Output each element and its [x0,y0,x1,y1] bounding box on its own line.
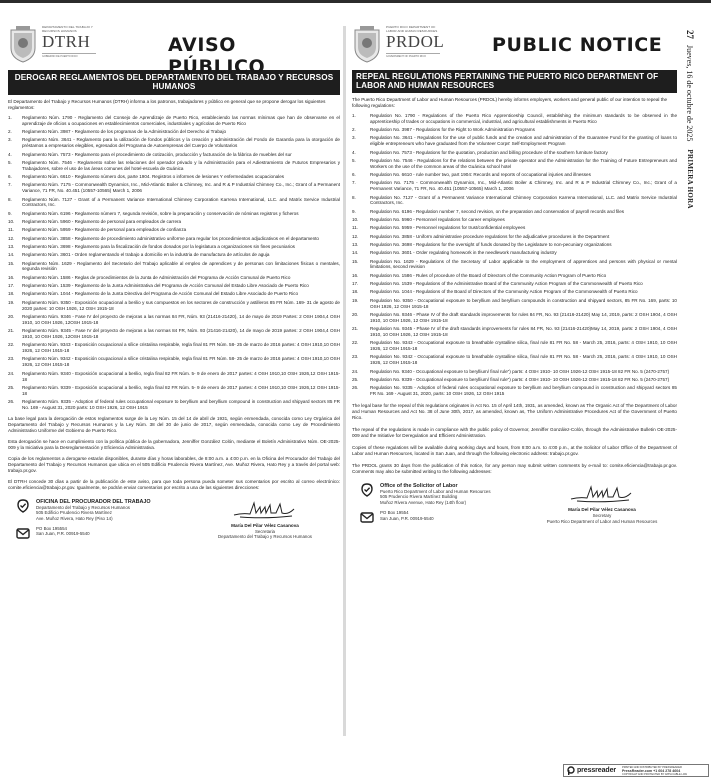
english-legal-basis: The legal base for the repeal of this regulations originates in Act No. 15 of April 14th, 1931, as amended, known as The Organic Act of The Department of Labor and Human Resources and Act No. 38 of June 30th, 2017, as amended, known as, The Uniform Administrative Procedures Act of the Government of Puerto Rico. [352,403,677,421]
spanish-contact [16,499,151,545]
list-item: 22. Reglamento Núm. 9343 - Exposición ocupacional a sílice cristalina respirable, regla final 81 FR Núm. 58- 25 de marzo de 2016 partes: 4 OSH 1910,10 OSH 1926, 12 OSH 1915-18 [8,342,340,354]
english-regulation-list [352,113,677,397]
dtrh-logo: DEPARTAMENTO DEL TRABAJO Y RECURSOS HUMANOS DTRH GOBIERNO DE PUERTO RICO [8,24,96,64]
spanish-footer [8,499,340,569]
list-item: 5. Reglamento Núm. 7546 - Reglamento sobre las relaciones del operador privado y la Administración para el Adiestramiento de Futuros Empresarios y Trabajadores, sobre el uso de las áreas comunes del hotel-escuela de Guánica [8,159,340,171]
office-address: Office of the Solicitor of Labor Puerto Rico Department of Labor and Human Resources 505 Prudencio Rivera Martínez Building Muñoz Rivera Avenue, Hato Rey (14th floor) [360,483,491,505]
list-item: 18. Reglamento Núm. 1044 - Reglamento de la Junta Directiva del Programa de Acción Comunal del Estado Libre Asociado de Puerto Rico [8,291,299,297]
list-item: 21. Reglamento Núm. 9345 - Fase IV del proyecto de mejoras a las normas 84 FR, Núm. 93 (21416-21420), 14 de mayo de 2019 partes: 2 OSH 1904,4 OSH 1910, 10 OSH 1926, 12OSH 1915-18 [8,328,340,339]
spanish-banner: DEROGAR REGLAMENTOS DEL DEPARTAMENTO DEL TRABAJO Y RECURSOS HUMANOS [8,70,340,95]
list-item: 12. Reglamento Núm. 3858 - Reglamento de procedimiento administrativo uniforme para regular los procedimientos adjudicativos en el departamento [8,235,319,241]
pressreader-logo-icon [567,766,575,775]
pressreader-badge[interactable]: pressreader PRINTED AND DISTRIBUTED BY PRESSREADER PressReader.com +1 604 278 4604 COPYRIGHT AND PROTECTED BY APPLICABLE LAW [563,764,709,777]
mail-address: PO Box 195554 San Juan, P.R. 00919-5540 [16,526,151,540]
list-item: 6. Regulation No. 6610 - rule number two, part 1904: Records and reports of occupational injuries and illnesses [352,172,591,178]
issue-date: Jueves, 16 de octubre de 2025 [685,45,695,142]
list-item: 22. Regulation No. 9343 - Occupational exposure to breathable crystalline silica, final rule 81 FR No. 58 - March 25, 2016, parts: 4 OSH 1910, 10 OSH 1926, 12 OSH 1915-18 [352,340,677,352]
list-item: 17. Reglamento Núm. 1539 - Reglamento de la Junta Administrativa del Programa de Acción Comunal del Estado Libre Asociado de Puerto Rico [8,283,309,288]
office-address: OFICINA DEL PROCURADOR DEL TRABAJO Departamento del Trabajo y Recursos Humanos 505 Edificio Prudencio Rivera Martínez Ave. Muñoz Rivera, Hato Rey (Piso 14) [16,499,151,521]
list-item: 26. Reglamento Núm. 9335 - Adoption of federal rules occupational exposure to beryllium and beryllium compound in construction and shipyard sectors 85 FR No. 169 - August 31, 2020 parts: 10 OSH 1926, 12 OSH 1915 [8,399,340,410]
list-item: 25. Regulation No. 9339 - Occupational exposure to beryllium/ final rule") parts: 4 OSH 1910- 10 OSH 1926-12 OSH 1915-18 82 FR No. 5 (2470-2757) [352,376,670,382]
english-headline: PUBLIC NOTICE [492,34,663,56]
spanish-copies: Copia de los reglamentos a derogarse estarán disponibles, durante días y horas laborables, de 8:00 a.m. a 4:00 p.m. en la Oficina del Procurador del Trabajo del Departamento del Trabajo y Recursos Humanos que ubica en el 505 Edificio Prudencio Rivera Martínez, Ave. Muñoz Rivera, Hato Rey y a través del portal web: trabajo.pr.gov. [8,455,340,473]
dtrh-acronym: DTRH [42,32,91,51]
spanish-notice [8,24,340,569]
list-item: 8. Regulation No. 7127 - Grant of a Permanent Variance International Chimney Corporation Karrena International, LLC. and Matrix Service Industrial Contractors, Inc. [352,194,677,206]
list-item: 3. Regulation No. 3641 - Regulations for the use of public funds and the creation and administration of the Guarantee Fund for the granting of loans to eligible entrepreneurs who have graduated from the Volunteer Corps' Self-Employment Program [352,135,677,147]
prdol-acronym: PRDOL [386,32,445,51]
signature-icon [567,483,637,505]
list-item: 14. Reglamento Núm. 3601 - Orden reglamentando el trabajo a domicilio en la industria de manufactura de artículos de aguja [8,252,270,258]
coat-of-arms-icon [352,24,382,64]
list-item: 19. Regulation No. 9350 - Occupational exposure to beryllium and beryllium compounds in construction and shipyard sectors, 85 FR No. 169, parts: 10 OSH 1926, 12 OSH 1915-18 [352,297,677,309]
list-item: 9. Regulation No. 6196 - Regulation number 7, second revision, on the preparation and conservation of payroll records and files [352,208,625,214]
top-rule [0,0,711,3]
spanish-headline: AVISO PÚBLICO [168,34,266,78]
list-item: 24. Regulation No. 9340 - Occupational exposure to beryllium/ final rule") parts: 4 OSH 1910- 10 OSH 1926-12 OSH 1915-18 82 FR No. 5 (2470-2757) [352,368,670,374]
english-policy: The repeal of the regulations is made in compliance with the public policy of Governor, Jenniffer González-Colón, through the Administrative Bulletin OE-2025-009 and the Initiative for Deregulation and Efficient Administration. [352,427,677,439]
mail-address: PO Box 19554 San Juan, P.R. 00919-5540 [360,510,491,524]
spanish-masthead [8,24,340,78]
list-item: 7. Regulation No. 7175 - Commonwealth Dynamics, Inc., Mid-Atlantic Boiler & Chimney, Inc. and R & P Industrial Chimney Co., Inc.; Grant of a Permanent Variance, 71 FR, No. 40.451 (10557-10565) March 1, 2006 [352,180,677,192]
spanish-comments: El DTRH concede 30 días a partir de la publicación de este aviso, para que toda persona pueda someter sus comentarios por escrito al correo electrónico: comite.eficiencia@trabajo.pr.gov. Igualmente, se podrán enviar comentarios por escrito a una de las siguientes direcciones: [8,478,340,490]
list-item: 17. Regulation No. 1539 - Regulations of the Administrative Board of the Community Action Program of the Commonwealth of Puerto Rico [352,281,643,286]
english-footer [352,483,677,553]
list-item: 10. Reglamento Núm. 5960 - Reglamento de personal para empleados de carrera [8,219,182,225]
list-item: 20. Regulation No. 9346 - Phase IV of the draft standards improvements for rules 84 FR, No. 93 (21416-21420) May 14, 2019, parts: 2 OSH 1904, 4 OSH 1910, 10 OSH 1926, 12 OSH 1915-18 [352,311,677,323]
envelope-icon [360,510,374,524]
newspaper-brand: PRIMERA HORA [686,149,694,209]
list-item: 18. Regulation No. 1044 - Regulations of the Board of Directors of the Community Action Program of the Commonwealth of Puerto Rico [352,289,638,295]
location-check-icon [16,499,30,513]
list-item: 3. Reglamento Núm. 3641 - Reglamento para la utilización de fondos públicos y la creación y administración del Fondo de Garantía para la otorgación de préstamos a empresarios elegibles, egresados del Programa de Autoempresas del Cuerpo de Voluntarios [8,137,340,149]
list-item: 7. Reglamento Núm. 7175 - Commonwealth Dynamics, Inc., Mid-Atlantic Boiler & Chimney, Inc. and R & P Industrial Chimney Co., Inc.; Grant of a Permanent Variance, 71 FR, No. 40.451 (10557-10565) March 1, 2006 [8,182,340,194]
spanish-legal-basis: La base legal para la derogación de estos reglamentos surge de la Ley Núm. 15 del 14 de abril de 1931, según enmendada, conocida como Ley Orgánica del Departamento del Trabajo y Recursos Humanos y la Ley Núm. 38 del 30 de junio de 2017, según enmendada, conocida como Ley de Procedimiento Administrativo Uniforme del Gobierno de Puerto Rico. [8,415,340,433]
signature-icon [230,499,300,521]
list-item: 15. Reglamento Núm. 1629 - Reglamento del Secretario del Trabajo aplicable al empleo de aprendices y de personas con limitaciones físicas o mentales, segunda revisión [8,260,340,272]
list-item: 20. Reglamento Núm. 9346 - Fase IV del proyecto de mejoras a las normas 84 FR, Núm. 93 (21416-21420), 14 de mayo de 2019 Partes: 2 OSH 1904,4 OSH 1910, 10 OSH 1926, 12OSH 1915-18 [8,313,340,325]
english-intro: The Puerto Rico Department of Labor and Human Resources (PRDOL) hereby informs employers, workers and general public of our intention to repeal the following regulations: [352,96,668,108]
list-item: 13. Regulation No. 3698 - Regulations for the oversight of funds donated by the Legislature to non-pecuniary organizations [352,241,612,247]
list-item: 26. Regulation No. 9335 - Adoption of federal rules occupational exposure to beryllium and beryllium compound in construction and shipyard sectors 85 FR No. 169 - August 31, 2020, parts: 10 OSH 1926, 12 OSH 1915 [352,385,677,397]
list-item: 11. Regulation No. 5959 - Personnel regulations for trust/confidential employees [352,225,526,231]
english-copies: Copies of these regulations will be available during working days and hours, from 8:00 a.m. to 4:00 p.m., at the Solicitor of Labor Office of the Department of Labor and Human Resources, located in San Juan, and through the following electronic address: trabajo.pr.gov. [352,445,677,457]
newspaper-side-strip [684,30,704,250]
english-signature: María Del Pilar Vélez Casanova Secretary Puerto Rico Department of Labor and Human Resources [527,483,677,524]
list-item: 16. Regulation No. 1586 - Rules of procedure of the Board of Directors of the Community Action Program of Puerto Rico [352,272,607,278]
list-item: 25. Reglamento Núm. 9339 - Exposición ocupacional a berilio, regla final 82 FR Núm. 5- 9 de enero de 2017 partes: 4 OSH 1910,10 OSH 1926,12 OSH 1915-18 [8,384,340,396]
list-item: 23. Reglamento Núm. 9342 - Exposición ocupacional a sílice cristalina respirable, regla final 81 FR Núm. 58- 25 de marzo de 2016 partes: 4 OSH 1910,10 OSH 1926, 12 OSH 1915-18 [8,356,340,368]
list-item: 14. Regulation No. 3601 - Order regulating homework in the needlework manufacturing industry [352,250,557,256]
list-item: 9. Reglamento Núm. 6196 - Reglamento número 7, segunda revisión, sobre la preparación y conservación de nóminas registros y ficheros [8,210,299,216]
coat-of-arms-icon [8,24,38,64]
list-item: 24. Reglamento Núm. 9340 - Exposición ocupacional a berilio, regla final 82 FR Núm. 5- 9 de enero de 2017 partes: 4 OSH 1910,10 OSH 1926,12 OSH 1915-18 [8,370,340,382]
column-divider [343,26,346,736]
english-comments: The PRDOL grants 30 days from the publication of this notice, for any person may submit written comments by e-mail to: comite.eficiencia@trabajo.pr.gov. Comments may also be submitted writing to the following addresses: [352,463,677,475]
list-item: 4. Reglamento Núm. 7573 - Reglamento para el procedimiento de cotización, producción y facturación de la fábrica de muebles del sur [8,151,292,157]
list-item: 23. Regulation No. 9342 - Occupational exposure to breathable crystalline silica, final rule 81 FR No. 58 - March 25, 2016, parts: 4 OSH 1910, 10 OSH 1926, 12 OSH 1915-18 [352,354,677,366]
english-banner: REPEAL REGULATIONS PERTAINING THE PUERTO RICO DEPARTMENT OF LABOR AND HUMAN RESOURCES [352,70,677,93]
list-item: 1. Reglamento Núm. 1790 - Reglamento del Consejo de Aprendizaje de Puerto Rico, estableciendo las normas mínimas que han de observarse en el aprendizaje de oficios u ocupaciones en establecimientos comerciales, industriales y agrícolas de Puerto Rico [8,114,340,126]
spanish-regulation-list [8,115,340,411]
list-item: 1. Regulation No. 1790 - Regulations of the Puerto Rico Apprenticeship Council, establishing the minimum standards to be observed in the apprenticeship of trades or occupations in commercial, industrial, and agricultural establishments in Puerto Rico [352,112,677,124]
spanish-signature: María Del Pilar Vélez Casanova Secretaria Departamento del Trabajo y Recursos Humanos [190,499,340,540]
prdol-logo: PUERTO RICO DEPARTMENT OF LABOR AND HUMAN RESOURCES PRDOL GOVERNMENT OF PUERTO RICO [352,24,444,64]
list-item: 5. Regulation No. 7546 - Regulations for the relations between the private operator and the Administration for the Training of Future Entrepreneurs and Workers on the use of the common areas of the Guánica school hotel [352,157,677,169]
envelope-icon [16,526,30,540]
list-item: 15. Regulation No. 1629 - Regulations of the Secretary of Labor applicable to the employment of apprentices and persons with physical or mental limitations, second revision [352,258,677,270]
list-item: 11. Reglamento Núm. 5959 - Reglamento de personal para empleados de confianza [8,227,187,233]
spanish-policy: Esta derogación se hace en cumplimiento con la política pública de la gobernadora, Jenniffer González Colón, mediante el Boletín Administrativo Núm. OE-2025-009 y la Iniciativa para la Desreglamentación y Eficiencia Administrativa. [8,438,340,450]
location-check-icon [360,483,374,497]
list-item: 21. Regulation No. 9345 - Phase IV of the draft standards improvements for rules 84 FR, No. 93 (21416-21420)May 14, 2019, parts: 2 OSH 1904, 4 OSH 1910, 10 OSH 1926, 12 OSH 1915-18 [352,326,677,337]
list-item: 13. Reglamento Núm. 3698 - Reglamento para la fiscalización de fondos donados por la legislatura a organizaciones sin fines pecuniarios [8,243,295,249]
list-item: 2. Regulation No. 3987 - Regulations for the Right to Work Administration Programs [352,127,535,133]
english-masthead [352,24,677,68]
english-contact [360,483,491,529]
list-item: 6. Reglamento Núm. 6610 - Reglamento número dos, parte 1904. Registros o informes de lesiones Y enfermedades ocupacionales [8,174,285,180]
list-item: 4. Regulation No. 7573 - Regulations for the quotation, production and billing procedure of the southern furniture factory [352,149,608,155]
spanish-intro: El Departamento del Trabajo y Recursos Humanos (DTRH) informa a los patronos, trabajadores y público en general que se propone derogar los siguientes reglamentos: [8,98,326,110]
page-number: 27 [685,30,695,39]
list-item: 19. Reglamento Núm. 9350 - Exposición ocupacional a berilio y sus compuestos en los sectores de construcción y astilleros 85 FR Núm. 169- 31 de agosto de 2020 partes: 10 OSH 1926, 12 OSH 1915-18 [8,299,340,311]
list-item: 12. Regulation No. 3858 - Uniform administrative procedure regulations for the adjudicative procedures in the Department [352,233,610,239]
list-item: 8. Reglamento Núm. 7127 - Grant of a Permanent Variance International Chimney Corporation Karrena International, LLC. and Matrix Service Industrial Contractors, Inc. [8,196,340,208]
list-item: 10. Regulation No. 5960 - Personnel regulations for career employees [352,217,505,223]
list-item: 16. Reglamento Núm. 1586 - Reglas de procedimientos de la Junta de Administración del Programa de Acción Comunal de Puerto Rico [8,274,291,280]
english-notice [352,24,677,553]
list-item: 2. Reglamento Núm. 3987 - Reglamento de los programas de la Administración del Derecho al Trabajo [8,129,227,135]
